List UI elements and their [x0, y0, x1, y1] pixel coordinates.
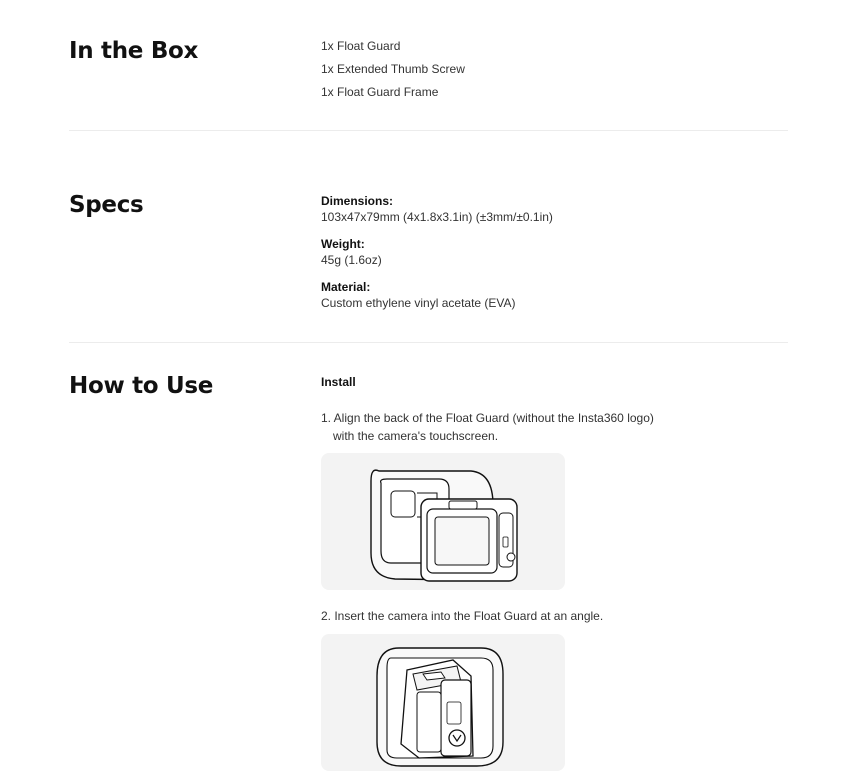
spec-label: Weight:: [321, 237, 365, 251]
camera-insert-angle-image: [321, 634, 565, 771]
box-item-float-guard: 1x Float Guard: [321, 39, 401, 53]
box-item-frame: 1x Float Guard Frame: [321, 85, 439, 99]
box-item-thumb-screw: 1x Extended Thumb Screw: [321, 62, 465, 76]
step-2-text: [321, 607, 761, 625]
divider: [69, 130, 788, 131]
spec-material: [321, 279, 761, 312]
divider: [69, 342, 788, 343]
how-to-use-section: [69, 373, 788, 784]
spec-weight: [321, 236, 761, 269]
step-2-illustration: [321, 634, 565, 771]
spec-label: Material:: [321, 280, 371, 294]
install-subheading: Install: [321, 375, 356, 389]
step-1-line-2: with the camera's touchscreen.: [333, 429, 499, 443]
step-1-text: [321, 409, 761, 445]
in-the-box-title: In the Box: [69, 38, 199, 64]
spec-value: 45g (1.6oz): [321, 253, 382, 267]
step-1-line-1: 1. Align the back of the Float Guard (without the Insta360 logo): [321, 411, 654, 425]
spec-value: Custom ethylene vinyl acetate (EVA): [321, 296, 516, 310]
spec-value: 103x47x79mm (4x1.8x3.1in) (±3mm/±0.1in): [321, 210, 553, 224]
how-to-use-body: [321, 374, 761, 771]
step-1-illustration: [321, 453, 565, 590]
how-to-use-title: How to Use: [69, 373, 214, 399]
step-2-line-1: 2. Insert the camera into the Float Guard at an angle.: [321, 609, 604, 623]
specs-list: [321, 193, 761, 322]
specs-title: Specs: [69, 192, 144, 218]
specs-section: [69, 192, 788, 322]
camera-float-guard-align-image: [321, 453, 565, 590]
spec-label: Dimensions:: [321, 194, 394, 208]
in-the-box-list: [321, 35, 761, 104]
in-the-box-section: [69, 38, 788, 108]
spec-dimensions: [321, 193, 761, 226]
